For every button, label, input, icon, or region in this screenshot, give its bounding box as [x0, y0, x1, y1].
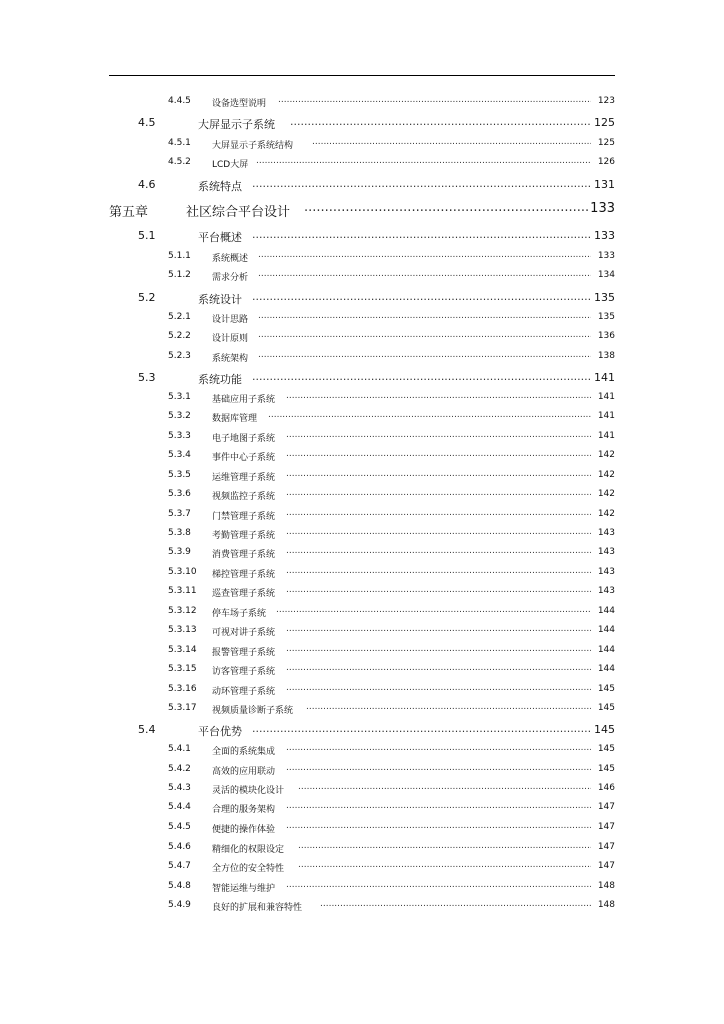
toc-page: 141 [597, 431, 615, 441]
toc-title: 智能运维与维护 [212, 884, 276, 894]
toc-number: 5.2.1 [168, 312, 191, 322]
toc-entry[interactable] [0, 698, 724, 718]
toc-number: 5.3.12 [168, 606, 197, 616]
toc-entry[interactable] [0, 581, 724, 601]
toc-title: 设备选型说明 [212, 99, 267, 109]
toc-page: 131 [594, 178, 615, 191]
toc-entry[interactable] [0, 406, 724, 426]
toc-entry[interactable] [0, 326, 724, 346]
toc-page: 125 [594, 116, 615, 129]
dot-leader [252, 290, 590, 304]
dot-leader [252, 177, 590, 191]
dot-leader [286, 683, 591, 695]
toc-title: 平台概述 [198, 231, 242, 244]
toc-title: 事件中心子系统 [212, 453, 276, 463]
toc-number: 5.3 [138, 371, 156, 384]
toc-entry[interactable] [0, 817, 724, 837]
toc-title: 设计原则 [212, 334, 249, 344]
toc-page: 145 [594, 723, 615, 736]
toc-entry[interactable] [0, 91, 724, 111]
toc-number: 5.3.5 [168, 470, 191, 480]
toc-entry[interactable] [0, 856, 724, 876]
toc-page: 146 [597, 783, 615, 793]
toc-entry[interactable] [0, 542, 724, 562]
toc-page: 147 [597, 802, 615, 812]
toc-number: 5.3.10 [168, 567, 197, 577]
toc-title: 视频质量诊断子系统 [212, 706, 294, 716]
dot-leader [258, 250, 591, 262]
dot-leader [258, 350, 591, 362]
dot-leader [286, 546, 591, 558]
dot-leader [286, 585, 591, 597]
toc-number: 5.1.2 [168, 270, 191, 280]
toc-entry[interactable] [0, 797, 724, 817]
toc-number: 5.3.4 [168, 450, 191, 460]
toc-title: 大屏显示子系统 [198, 118, 275, 131]
dot-leader [290, 115, 590, 129]
toc-title: 数据库管理 [212, 414, 258, 424]
toc-entry[interactable] [0, 895, 724, 915]
dot-leader [298, 860, 591, 872]
toc-number: 5.3.3 [168, 431, 191, 441]
toc-entry[interactable] [0, 562, 724, 582]
toc-title: 考勤管理子系统 [212, 531, 276, 541]
toc-page: 144 [597, 664, 615, 674]
dot-leader [252, 228, 590, 242]
toc-page: 142 [597, 489, 615, 499]
toc-entry[interactable] [0, 876, 724, 896]
toc-title: 运维管理子系统 [212, 473, 276, 483]
toc-title: 设计思路 [212, 315, 249, 325]
toc-title: 需求分析 [212, 273, 249, 283]
toc-title: 全方位的安全特性 [212, 864, 285, 874]
toc-title: 全面的系统集成 [212, 747, 276, 757]
toc-number: 5.3.16 [168, 684, 197, 694]
toc-entry[interactable] [0, 504, 724, 524]
toc-page: 138 [597, 351, 615, 361]
toc-page: 147 [597, 861, 615, 871]
toc-number: 4.5.2 [168, 157, 191, 167]
toc-title: 系统概述 [212, 254, 249, 264]
toc-title: 便捷的操作体验 [212, 825, 276, 835]
toc-page: 145 [597, 764, 615, 774]
dot-leader [286, 663, 591, 675]
toc-page: 145 [597, 684, 615, 694]
toc-number: 5.4.5 [168, 822, 191, 832]
toc-page: 123 [597, 96, 615, 106]
toc-page: 141 [597, 392, 615, 402]
toc-entry[interactable] [0, 739, 724, 759]
dot-leader [286, 488, 591, 500]
toc-title: 报警管理子系统 [212, 648, 276, 658]
toc-page: 148 [597, 881, 615, 891]
toc-title: 动环管理子系统 [212, 687, 276, 697]
toc-page: 144 [597, 645, 615, 655]
dot-leader [286, 527, 591, 539]
toc-page: 135 [594, 291, 615, 304]
toc-page: 142 [597, 509, 615, 519]
dot-leader [298, 841, 591, 853]
toc-entry[interactable] [0, 173, 724, 197]
toc-page: 141 [597, 411, 615, 421]
toc-entry[interactable] [0, 601, 724, 621]
toc-page: 141 [594, 371, 615, 384]
toc-number: 5.4.2 [168, 764, 191, 774]
dot-leader [286, 449, 591, 461]
toc-title: 系统功能 [198, 373, 242, 386]
toc-page: 142 [597, 450, 615, 460]
toc-number: 5.3.13 [168, 625, 197, 635]
toc-title: 视频监控子系统 [212, 492, 276, 502]
toc-page: 143 [597, 547, 615, 557]
toc-number: 5.4.4 [168, 802, 191, 812]
dot-leader [312, 137, 591, 149]
toc-entry[interactable] [0, 346, 724, 366]
toc-number: 5.4.7 [168, 861, 191, 871]
chapter-title: 社区综合平台设计 [186, 205, 291, 220]
toc-page: 136 [597, 331, 615, 341]
dot-leader [286, 624, 591, 636]
toc-page: 133 [597, 251, 615, 261]
toc-title: 可视对讲子系统 [212, 628, 276, 638]
dot-leader [286, 801, 591, 813]
toc-entry[interactable] [0, 387, 724, 407]
toc-number: 5.4.1 [168, 744, 191, 754]
toc-title: 基础应用子系统 [212, 395, 276, 405]
toc-number: 5.2 [138, 291, 156, 304]
toc-page: 147 [597, 842, 615, 852]
toc-entry[interactable] [0, 837, 724, 857]
toc-title: 门禁管理子系统 [212, 512, 276, 522]
toc-entry[interactable] [0, 465, 724, 485]
toc-title: 精细化的权限设定 [212, 845, 285, 855]
toc-entry[interactable] [0, 445, 724, 465]
toc-number: 5.3.2 [168, 411, 191, 421]
dot-leader [286, 821, 591, 833]
dot-leader [286, 644, 591, 656]
toc-title: 梯控管理子系统 [212, 570, 276, 580]
toc-page: 143 [597, 528, 615, 538]
toc-entry[interactable] [0, 224, 724, 248]
toc-number: 4.6 [138, 178, 156, 191]
toc-title: 高效的应用联动 [212, 767, 276, 777]
toc-entry[interactable] [0, 523, 724, 543]
dot-leader [286, 743, 591, 755]
toc-entry[interactable] [0, 659, 724, 679]
toc-number: 4.5 [138, 116, 156, 129]
toc-entry[interactable] [0, 111, 724, 135]
dot-leader [252, 722, 590, 736]
dot-leader [304, 200, 588, 217]
toc-title: 灵活的模块化设计 [212, 786, 285, 796]
toc-page: 135 [597, 312, 615, 322]
toc-number: 5.3.8 [168, 528, 191, 538]
toc-title: 大屏显示子系统结构 [212, 141, 294, 151]
toc-entry[interactable] [0, 778, 724, 798]
toc-page: 133 [594, 229, 615, 242]
toc-entry[interactable] [0, 620, 724, 640]
dot-leader [286, 508, 591, 520]
toc-entry[interactable] [0, 152, 724, 172]
toc-page: 144 [597, 606, 615, 616]
toc-title: 停车场子系统 [212, 609, 267, 619]
toc-number: 5.2.2 [168, 331, 191, 341]
toc-number: 5.3.15 [168, 664, 197, 674]
toc-title: 合理的服务架构 [212, 805, 276, 815]
toc-entry[interactable] [0, 640, 724, 660]
toc-page: 125 [597, 138, 615, 148]
toc-number: 5.4.6 [168, 842, 191, 852]
toc-page: 147 [597, 822, 615, 832]
dot-leader [278, 95, 591, 107]
toc-page: 143 [597, 567, 615, 577]
toc-title: 系统特点 [198, 180, 242, 193]
toc-title: 系统设计 [198, 293, 242, 306]
toc-title: 消费管理子系统 [212, 550, 276, 560]
dot-leader [268, 410, 591, 422]
dot-leader [258, 330, 591, 342]
toc-number: 5.3.1 [168, 392, 191, 402]
dot-leader [252, 370, 590, 384]
dot-leader [258, 269, 591, 281]
toc-page: 144 [597, 625, 615, 635]
toc-entry[interactable] [0, 246, 724, 266]
dot-leader [320, 899, 591, 911]
dot-leader [286, 430, 591, 442]
toc-number: 5.4.8 [168, 881, 191, 891]
toc-page: 126 [597, 157, 615, 167]
toc-page: 148 [597, 900, 615, 910]
toc-page: 143 [597, 586, 615, 596]
toc-entry[interactable] [0, 484, 724, 504]
dot-leader [286, 763, 591, 775]
toc-title: 电子地图子系统 [212, 434, 276, 444]
toc-title: 良好的扩展和兼容特性 [212, 903, 303, 913]
dot-leader [298, 782, 591, 794]
toc-chapter-entry[interactable] [0, 195, 724, 223]
chapter-number: 第五章 [109, 205, 149, 220]
toc-title: 巡查管理子系统 [212, 589, 276, 599]
toc-entry[interactable] [0, 679, 724, 699]
dot-leader [286, 391, 591, 403]
toc-number: 5.3.11 [168, 586, 197, 596]
toc-entry[interactable] [0, 307, 724, 327]
toc-number: 5.3.17 [168, 703, 197, 713]
toc-page: 145 [597, 744, 615, 754]
toc-number: 4.4.5 [168, 96, 191, 106]
dot-leader [286, 566, 591, 578]
toc-page: 134 [597, 270, 615, 280]
toc-number: 5.3.14 [168, 645, 197, 655]
toc-page: 142 [597, 470, 615, 480]
dot-leader [276, 605, 591, 617]
toc-entry[interactable] [0, 265, 724, 285]
toc-number: 5.3.9 [168, 547, 191, 557]
toc-number: 5.4 [138, 723, 156, 736]
toc-entry[interactable] [0, 759, 724, 779]
toc-number: 5.3.6 [168, 489, 191, 499]
dot-leader [258, 311, 591, 323]
toc-entry[interactable] [0, 133, 724, 153]
toc-title: 系统架构 [212, 354, 249, 364]
dot-leader [306, 702, 591, 714]
toc-number: 5.4.3 [168, 783, 191, 793]
toc-page: 145 [597, 703, 615, 713]
toc-title: 平台优势 [198, 725, 242, 738]
toc-page: 133 [590, 201, 615, 216]
toc-title: LCD大屏 [212, 160, 249, 170]
dot-leader [256, 156, 591, 168]
dot-leader [286, 469, 591, 481]
toc-number: 4.5.1 [168, 138, 191, 148]
toc-title: 访客管理子系统 [212, 667, 276, 677]
toc-number: 5.4.9 [168, 900, 191, 910]
toc-number: 5.1 [138, 229, 156, 242]
dot-leader [286, 880, 591, 892]
toc-number: 5.1.1 [168, 251, 191, 261]
toc-number: 5.3.7 [168, 509, 191, 519]
toc-number: 5.2.3 [168, 351, 191, 361]
toc-entry[interactable] [0, 426, 724, 446]
